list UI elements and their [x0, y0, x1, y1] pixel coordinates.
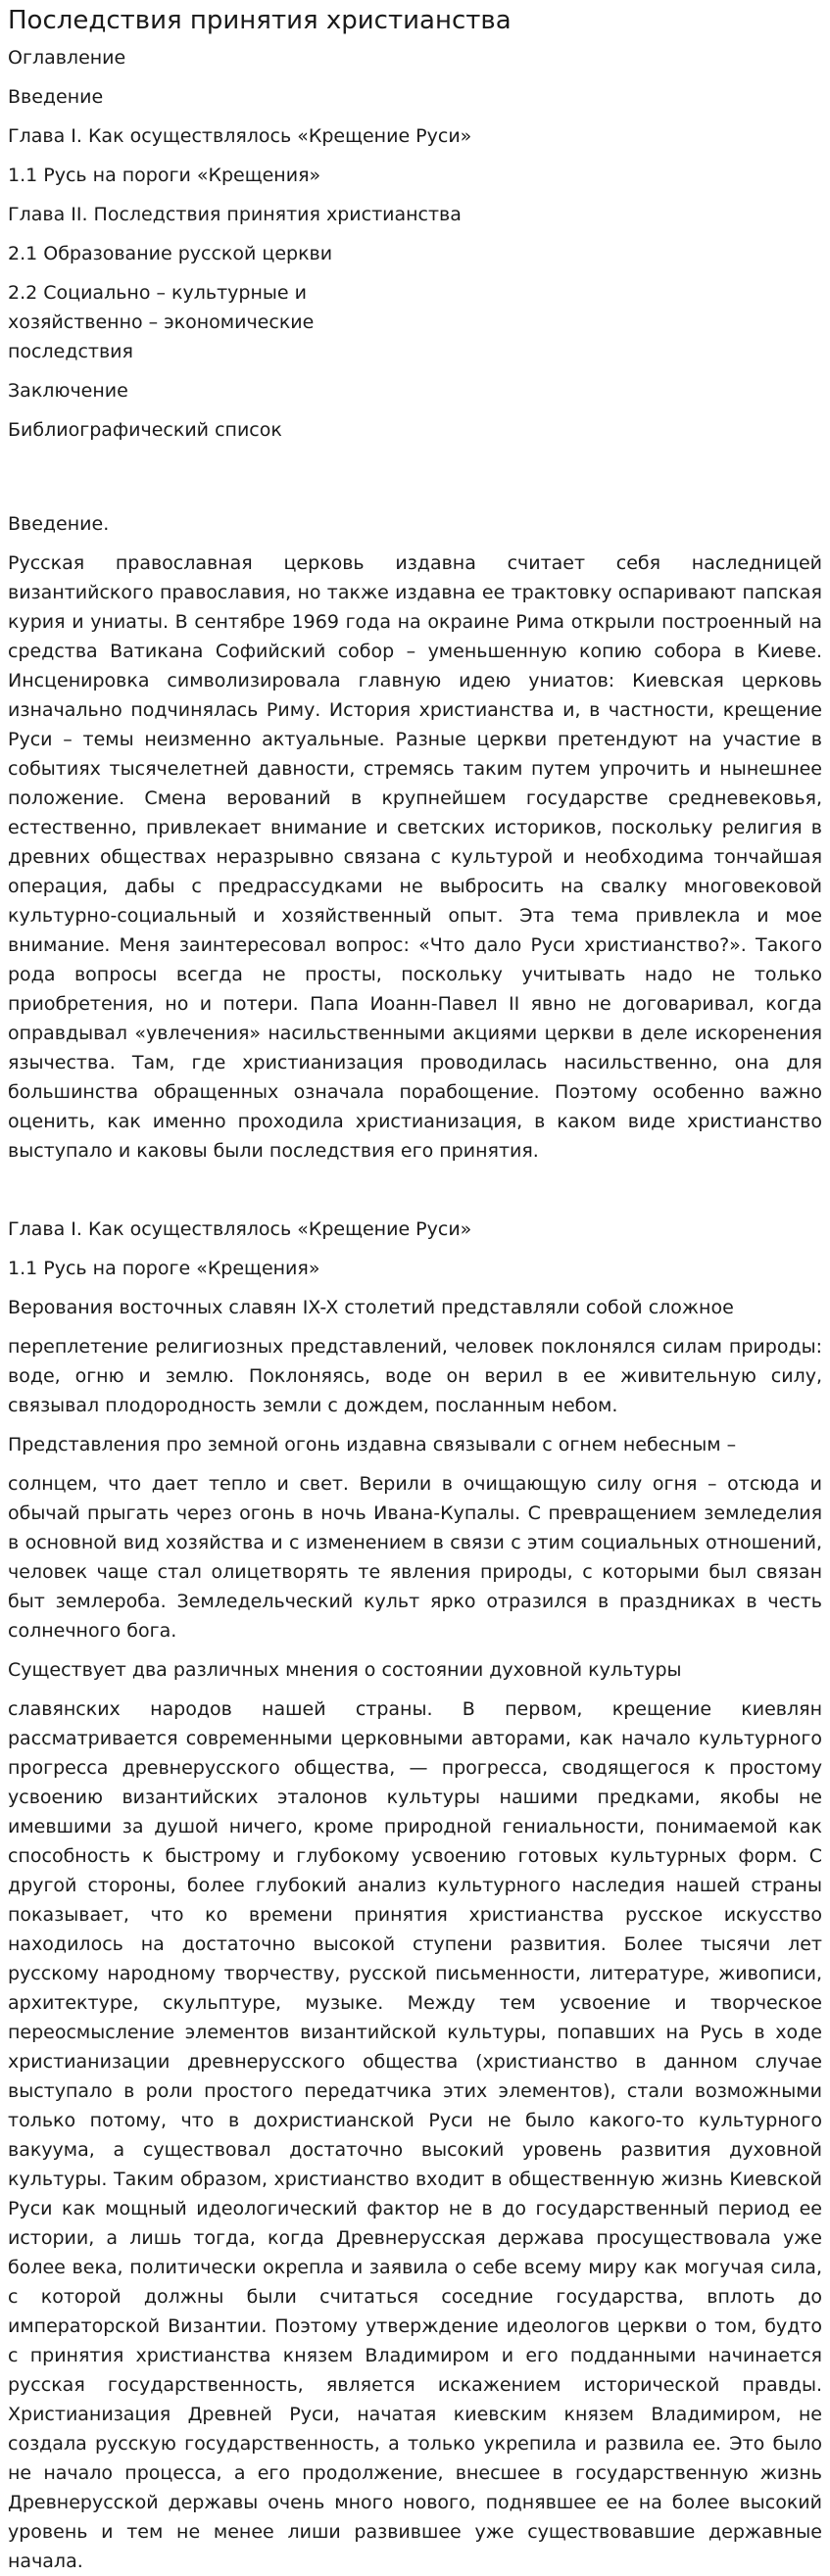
paragraph-body: переплетение религиозных представлений, человек поклонялся силам природы: воде, огню и землю. Поклоняясь, воде он верил в ее живительную силу, связывал плодородность земли с дождем, посланным небом.: [8, 1336, 822, 1416]
introduction-heading: Введение.: [8, 513, 110, 535]
document-page: [8, 4, 822, 2576]
toc-item-chapter-2: Глава II. Последствия принятия христианства: [8, 204, 462, 225]
document-title: Последствия принятия христианства: [8, 6, 512, 35]
spacer: [8, 445, 822, 509]
toc-item-introduction: Введение: [8, 86, 104, 108]
toc-item-chapter-1: Глава I. Как осуществлялось «Крещение Руси»: [8, 125, 472, 147]
section-1-1-heading: 1.1 Русь на пороге «Крещения»: [8, 1258, 320, 1279]
introduction-paragraph: Русская православная церковь издавна считает себя наследницей византийского православия, но также издавна ее трактовку оспаривают папская курия и униаты. В сентябре 1969 года на окраине Рима открыли построенный на средства Ватикана Софийский собор – уменьшенную копию собора в Киеве. Инсценировка символизировала главную идею униатов: Киевская церковь изначально подчинялась Риму. История христианства и, в частности, крещение Руси – темы неизменно актуальные. Разные церкви претендуют на участие в событиях тысячелетней давности, стремясь таким путем упрочить и нынешнее положение. Смена верований в крупнейшем государстве средневековья, естественно, привлекает внимание и светских историков, поскольку религия в древних обществах неразрывно связана с культурой и необходима тончайшая операция, дабы с предрассудками не выбросить на свалку многовековой культурно-социальный и хозяйственный опыт. Эта тема привлекла и мое внимание. Меня заинтересовал вопрос: «Что дало Руси христианство?». Такого рода вопросы всегда не просты, поскольку учитывать надо не только приобретения, но и потери. Папа Иоанн-Павел II явно не договаривал, когда оправдывал «увлечения» насильственными акциями церкви в деле искоренения язычества. Там, где христианизация проводилась насильственно, она для большинства обращенных означала порабощение. Поэтому особенно важно оценить, как именно проходила христианизация, в каком виде христианство выступало и каковы были последствия его принятия.: [8, 552, 822, 1162]
paragraph-first-line: Верования восточных славян IX-X столетий представляли собой сложное: [8, 1297, 734, 1318]
table-of-contents: [8, 82, 822, 445]
paragraph-first-line: Существует два различных мнения о состоянии духовной культуры: [8, 1659, 682, 1681]
toc-item-bibliography: Библиографический список: [8, 419, 282, 441]
paragraph-body: славянских народов нашей страны. В первом, крещение киевлян рассматривается современными церковными авторами, как начало культурного прогресса древнерусского общества, — прогресса, сводящегося к простому усвоению византийских эталонов культуры нашими предками, якобы не имевшими за душой ничего, кроме природной гениальности, понимаемой как способность к быстрому и глубокому усвоению готовых культурных форм. С другой стороны, более глубокий анализ культурного наследия нашей страны показывает, что ко времени принятия христианства русское искусство находилось на достаточно высокой ступени развития. Более тысячи лет русскому народному творчеству, русской письменности, литературе, живописи, архитектуре, скульптуре, музыке. Между тем усвоение и творческое переосмысление элементов византийской культуры, попавших на Русь в ходе христианизации древнерусского общества (христианство в данном случае выступало в роли простого передатчика этих элементов), стали возможными только потому, что в дохристианской Руси не было какого-то культурного вакуума, а существовал достаточно высокий уровень развития духовной культуры. Таким образом, христианство входит в общественную жизнь Киевской Руси как мощный идеологический фактор не в до государственный период ее истории, а лишь тогда, когда Древнерусская держава просуществовала уже более века, политически окрепла и заявила о себе всему миру как могучая сила, с которой должны были считаться соседние государства, вплоть до императорской Византии. Поэтому утверждение идеологов церкви о том, будто с принятия христианства князем Владимиром и его подданными начинается русская государственность, является искажением исторической правды. Христианизация Древней Руси, начатая киевским князем Владимиром, не создала русскую государственность, а только укрепила и развила ее. Это было не начало процесса, а его продолжение, внесшее в государственную жизнь Древнерусской державы очень много нового, поднявшее ее на более высокий уровень и тем не менее лиши развившее уже существовавшие державные начала.: [8, 1698, 822, 2572]
toc-item-conclusion: Заключение: [8, 380, 128, 402]
chapter-1-heading: Глава I. Как осуществлялось «Крещение Руси»: [8, 1218, 472, 1240]
toc-heading: Оглавление: [8, 47, 126, 69]
toc-item-2-2: 2.2 Социально – культурные и хозяйственно – экономические последствия: [8, 282, 315, 362]
toc-item-2-1: 2.1 Образование русской церкви: [8, 243, 333, 264]
paragraph-first-line: Представления про земной огонь издавна связывали с огнем небесным –: [8, 1434, 737, 1455]
spacer: [8, 1166, 822, 1215]
paragraph-body: солнцем, что дает тепло и свет. Верили в очищающую силу огня – отсюда и обычай прыгать через огонь в ночь Ивана-Купалы. С превращением земледелия в основной вид хозяйства и с изменением в связи с этим социальных отношений, человек чаще стал олицетворять те явления природы, с которыми был связан быт землероба. Земледельческий культ ярко отразился в праздниках в честь солнечного бога.: [8, 1473, 822, 1642]
toc-item-1-1: 1.1 Русь на пороги «Крещения»: [8, 165, 321, 186]
